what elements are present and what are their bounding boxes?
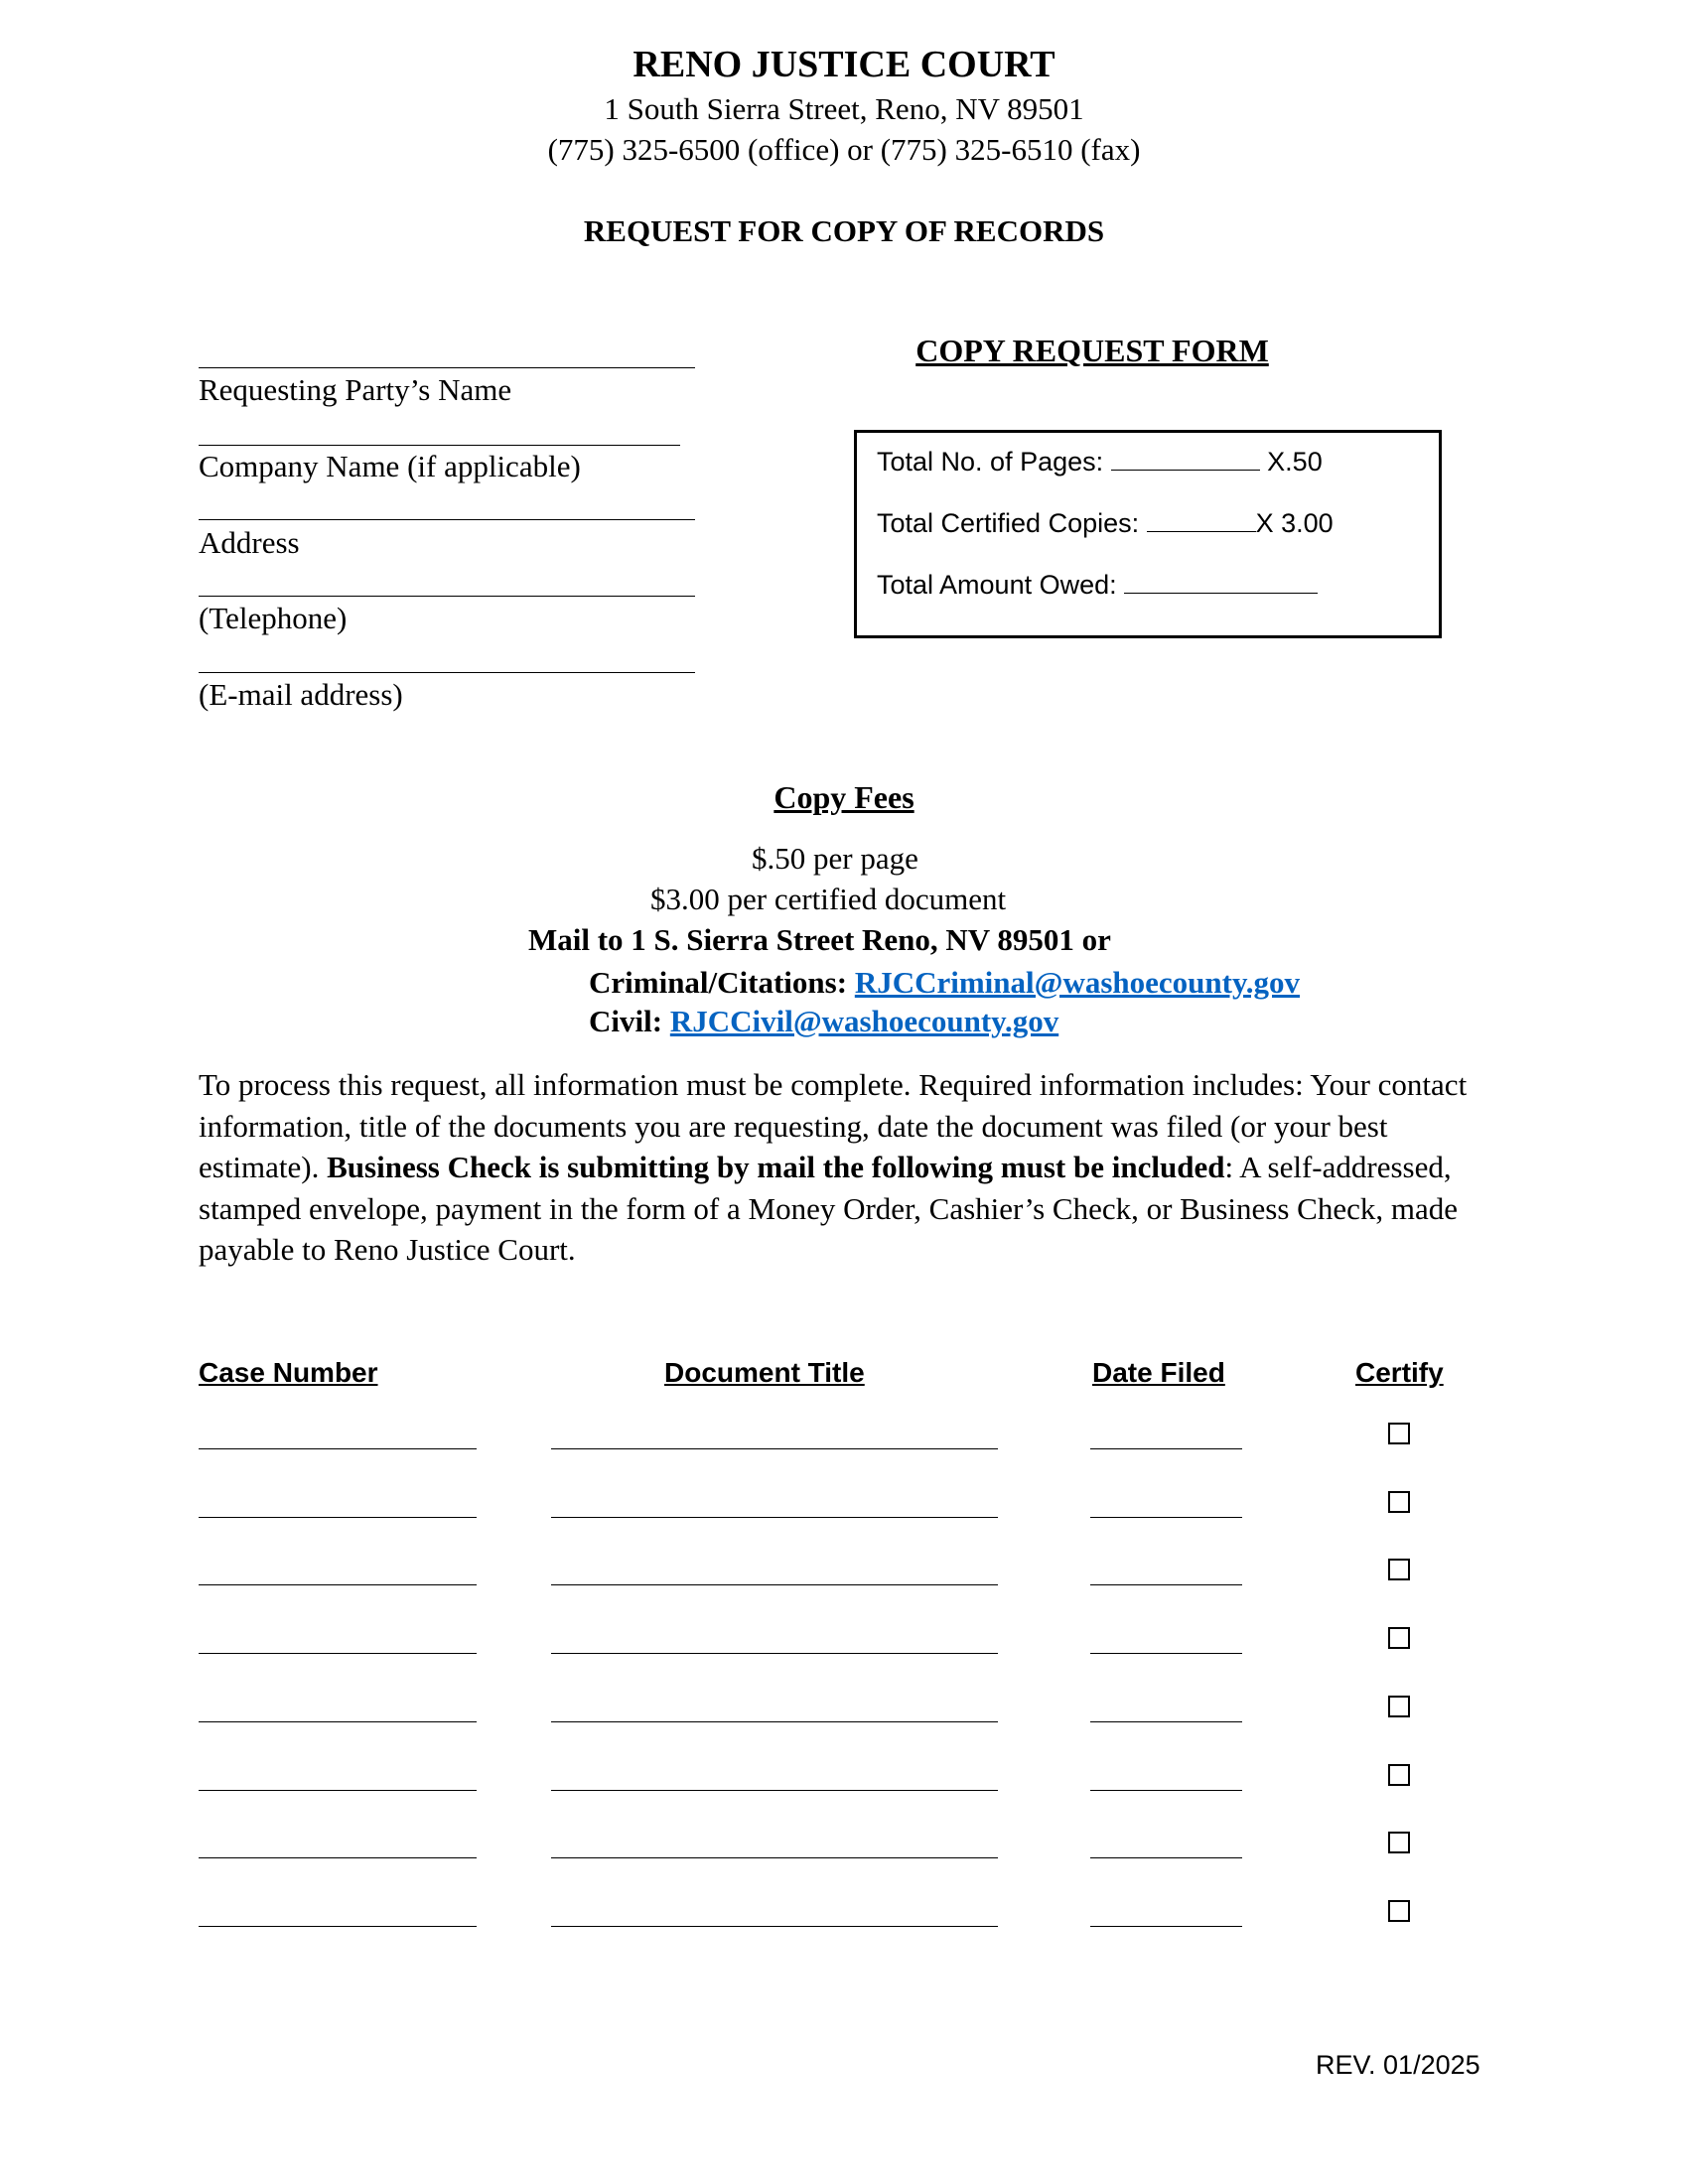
fee-per-certified: $3.00 per certified document (650, 882, 1007, 916)
certify-checkbox[interactable] (1388, 1900, 1410, 1922)
case-number-field[interactable] (199, 1584, 477, 1585)
document-title-field[interactable] (551, 1857, 998, 1858)
case-number-header: Case Number (199, 1357, 378, 1388)
document-title-field[interactable] (551, 1584, 998, 1585)
mail-to-line: Mail to 1 S. Sierra Street Reno, NV 89501 or (528, 922, 1111, 957)
address-line[interactable] (199, 519, 695, 520)
amount-owed-field[interactable] (1124, 569, 1318, 594)
instructions-text-1: To process this request, all information must be complete. Required information includes: Your contact information, title of the documents you are requesting, date the document was filed (or your best estimate). (199, 1067, 1468, 1184)
instructions-bold: Business Check is submitting by mail the following must be included (327, 1150, 1225, 1184)
certify-checkbox[interactable] (1388, 1559, 1410, 1580)
court-name: RENO JUSTICE COURT (633, 44, 1055, 85)
email-line[interactable] (199, 672, 695, 673)
certify-checkbox[interactable] (1388, 1764, 1410, 1786)
case-number-field[interactable] (199, 1721, 477, 1722)
document-title-field[interactable] (551, 1721, 998, 1722)
total-pages-label: Total No. of Pages: (877, 447, 1104, 477)
case-number-field[interactable] (199, 1448, 477, 1449)
document-title-header: Document Title (664, 1357, 865, 1388)
date-filed-field[interactable] (1090, 1790, 1242, 1791)
total-pages-rate: X.50 (1267, 447, 1323, 477)
instructions-text-2: : A self-addressed, stamped envelope, payment in the form of a Money Order, Cashier’s Check, or Business Check, made payable to Reno Justice Court. (199, 1150, 1459, 1267)
amount-owed-label: Total Amount Owed: (877, 570, 1117, 600)
certified-copies-field[interactable] (1147, 507, 1256, 532)
certified-copies-row (877, 506, 1334, 540)
case-number-field[interactable] (199, 1517, 477, 1518)
fee-per-page: $.50 per page (752, 841, 918, 876)
date-filed-field[interactable] (1090, 1653, 1242, 1654)
document-title-field[interactable] (551, 1790, 998, 1791)
email-label: (E-mail address) (199, 677, 403, 712)
address-label: Address (199, 525, 300, 560)
court-address: 1 South Sierra Street, Reno, NV 89501 (604, 91, 1084, 126)
certify-header: Certify (1355, 1357, 1444, 1388)
court-phone: (775) 325-6500 (office) or (775) 325-6510 (fax) (547, 132, 1141, 167)
document-title-field[interactable] (551, 1653, 998, 1654)
document-title-field[interactable] (551, 1926, 998, 1927)
case-number-field[interactable] (199, 1653, 477, 1654)
case-number-field[interactable] (199, 1790, 477, 1791)
copy-request-heading: COPY REQUEST FORM (915, 333, 1269, 368)
certified-copies-label: Total Certified Copies: (877, 508, 1140, 538)
case-number-field[interactable] (199, 1857, 477, 1858)
criminal-contact (589, 963, 1300, 1003)
telephone-label: (Telephone) (199, 601, 348, 635)
document-title-field[interactable] (551, 1517, 998, 1518)
amount-owed-row (877, 568, 1318, 602)
copy-fees-heading: Copy Fees (774, 779, 914, 815)
party-name-line[interactable] (199, 367, 695, 368)
civil-email-link[interactable]: RJCCivil@washoecounty.gov (669, 1004, 1059, 1038)
party-name-label: Requesting Party’s Name (199, 372, 512, 407)
certify-checkbox[interactable] (1388, 1627, 1410, 1649)
date-filed-field[interactable] (1090, 1721, 1242, 1722)
case-number-field[interactable] (199, 1926, 477, 1927)
form-title: REQUEST FOR COPY OF RECORDS (583, 213, 1105, 248)
certify-checkbox[interactable] (1388, 1491, 1410, 1513)
company-name-label: Company Name (if applicable) (199, 449, 581, 483)
date-filed-field[interactable] (1090, 1584, 1242, 1585)
certify-checkbox[interactable] (1388, 1832, 1410, 1853)
date-filed-field[interactable] (1090, 1517, 1242, 1518)
certify-checkbox[interactable] (1388, 1423, 1410, 1444)
document-title-field[interactable] (551, 1448, 998, 1449)
total-pages-field[interactable] (1111, 446, 1260, 471)
date-filed-field[interactable] (1090, 1857, 1242, 1858)
certified-copies-rate: X 3.00 (1255, 508, 1334, 538)
criminal-label: Criminal/Citations: (589, 965, 848, 1000)
criminal-email-link[interactable]: RJCCriminal@washoecounty.gov (854, 965, 1301, 1000)
instructions-paragraph (199, 1064, 1489, 1271)
certify-checkbox[interactable] (1388, 1696, 1410, 1717)
date-filed-field[interactable] (1090, 1926, 1242, 1927)
date-filed-field[interactable] (1090, 1448, 1242, 1449)
date-filed-header: Date Filed (1092, 1357, 1225, 1388)
copy-request-box (854, 430, 1442, 638)
civil-label: Civil: (589, 1004, 663, 1038)
telephone-line[interactable] (199, 596, 695, 597)
revision-label: REV. 01/2025 (1316, 2050, 1480, 2080)
civil-contact (589, 1002, 1058, 1041)
total-pages-row (877, 445, 1323, 478)
company-name-line[interactable] (199, 445, 680, 446)
